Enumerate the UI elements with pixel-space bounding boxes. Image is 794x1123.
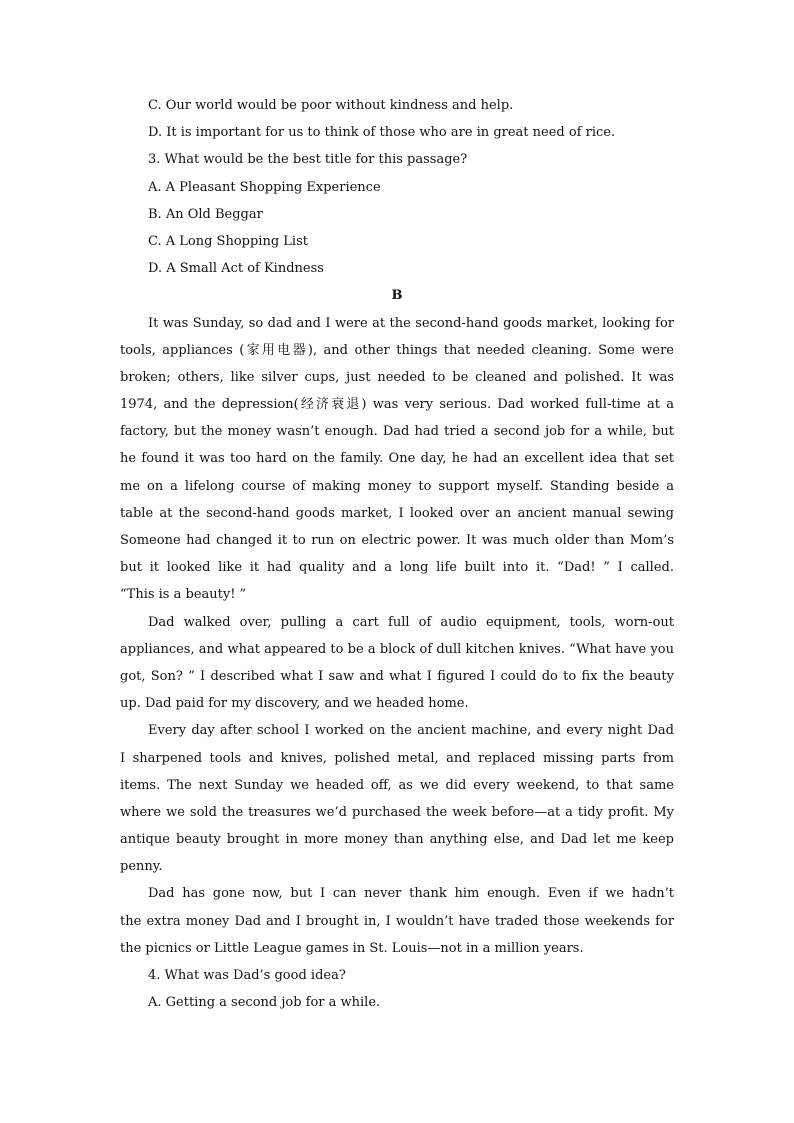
paragraph-line: penny. [120,859,163,875]
paragraph-line: up. Dad paid for my discovery, and we headed home. [120,696,469,712]
paragraph-line: 1974, and the depression(经济衰退) was very serious. Dad worked full-time at a [120,397,674,413]
paragraph-line: got, Son? ” I described what I saw and what I figured I could do to fix the beauty [120,668,674,684]
paragraph-line: appliances, and what appeared to be a block of dull kitchen knives. “What have you [120,641,674,657]
q3-option-b: B. An Old Beggar [148,206,263,222]
paragraph-line: where we sold the treasures we’d purchased the week before—at a tidy profit. My [120,804,674,820]
paragraph-line: I sharpened tools and knives, polished metal, and replaced missing parts from [120,750,674,766]
q4-option-a: A. Getting a second job for a while. [148,995,381,1011]
document-page [120,92,674,1016]
paragraph-line: table at the second-hand goods market, I looked over an ancient manual sewing [120,505,674,521]
paragraph-line: the extra money Dad and I brought in, I wouldn’t have traded those weekends for [120,913,674,929]
paragraph-line: Dad has gone now, but I can never thank him enough. Even if we hadn’t [148,886,674,902]
passage-paragraph-1 [120,310,674,609]
passage-paragraph-3 [120,717,674,880]
paragraph-line: It was Sunday, so dad and I were at the second-hand goods market, looking for [148,315,674,331]
passage-paragraph-4 [120,880,674,962]
q2-option-c: C. Our world would be poor without kindness and help. [148,98,514,113]
paragraph-line: Dad walked over, pulling a cart full of audio equipment, tools, worn-out [148,614,674,630]
q2-option-d: D. It is important for us to think of those who are in great need of rice. [148,125,616,141]
paragraph-line: factory, but the money wasn’t enough. Dad had tried a second job for a while, but [120,424,674,440]
paragraph-line: “This is a beauty! ” [120,587,247,603]
paragraph-line: items. The next Sunday we headed off, as we did every weekend, to that same [120,777,674,793]
paragraph-line: tools, appliances (家用电器), and other things that needed cleaning. Some were [120,342,674,358]
q3-option-d: D. A Small Act of Kindness [148,261,324,277]
paragraph-line: broken; others, like silver cups, just needed to be cleaned and polished. It was [120,369,674,385]
q3-question: 3. What would be the best title for this passage? [148,152,468,168]
q3-option-c: C. A Long Shopping List [148,233,308,249]
q3-option-a: A. A Pleasant Shopping Experience [148,179,381,195]
paragraph-line: me on a lifelong course of making money to support myself. Standing beside a [120,478,674,494]
paragraph-line: he found it was too hard on the family. One day, he had an excellent idea that set [120,451,674,467]
paragraph-line: the picnics or Little League games in St. Louis—not in a million years. [120,940,584,956]
passage-paragraph-2 [120,609,674,718]
paragraph-line: but it looked like it had quality and a long life built into it. “Dad! ” I called. [120,560,674,576]
q4-question: 4. What was Dad’s good idea? [148,968,346,983]
paragraph-line: antique beauty brought in more money than anything else, and Dad let me keep [120,832,674,848]
paragraph-line: Every day after school I worked on the ancient machine, and every night Dad [148,723,674,739]
paragraph-line: Someone had changed it to run on electric power. It was much older than Mom’s [120,533,674,548]
section-b-heading: B [391,288,403,304]
